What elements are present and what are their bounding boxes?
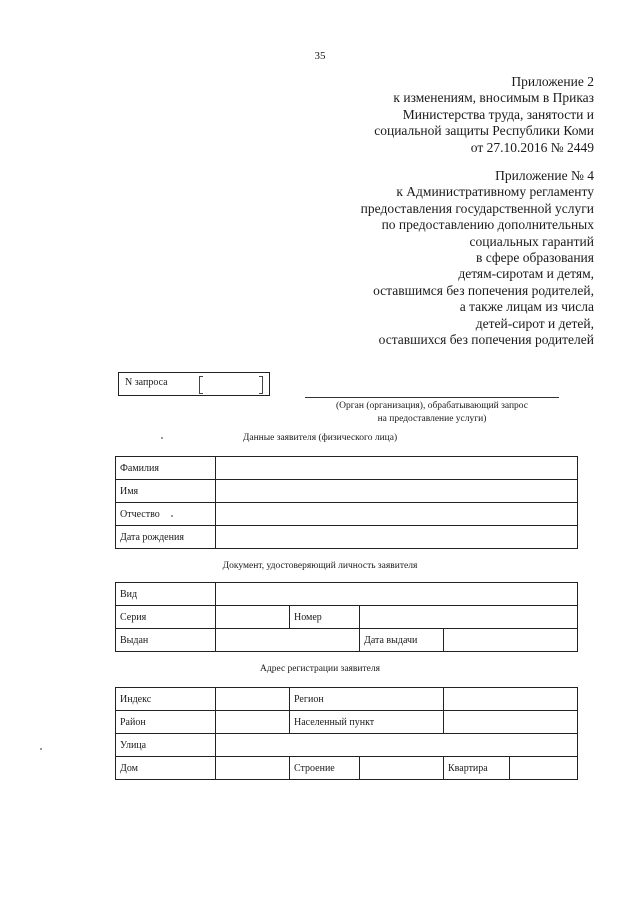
right-bracket-mark (259, 376, 263, 394)
issued-by-field[interactable] (216, 629, 360, 652)
apartment-label: Квартира (444, 757, 510, 780)
name-field[interactable] (216, 480, 578, 503)
address-section-title: Адрес регистрации заявителя (260, 664, 380, 674)
id-document-section-title: Документ, удостоверяющий личность заявителя (222, 561, 418, 571)
doc-type-label: Вид (116, 583, 216, 606)
doc-type-field[interactable] (216, 583, 578, 606)
id-document-table (115, 582, 578, 652)
annex-2-line: Приложение 2 (511, 74, 594, 89)
name-label: Имя (116, 480, 216, 503)
annex-2-header (374, 74, 594, 156)
applicant-section-title: Данные заявителя (физического лица) (242, 433, 398, 443)
table-row (116, 711, 578, 734)
applicant-table (115, 456, 578, 549)
locality-field[interactable] (444, 711, 578, 734)
issue-date-label: Дата выдачи (360, 629, 444, 652)
organization-caption (300, 400, 564, 425)
street-label: Улица (116, 734, 216, 757)
table-row (116, 480, 578, 503)
birth-date-label: Дата рождения (116, 526, 216, 549)
annex-4-line: в сфере образования (476, 250, 594, 266)
annex-4-line: оставшихся без попечения родителей (378, 332, 594, 348)
table-row (116, 457, 578, 480)
district-label: Район (116, 711, 216, 734)
table-row (116, 606, 578, 629)
table-row (116, 688, 578, 711)
organization-caption-line: (Орган (организация), обрабатывающий запрос (335, 401, 528, 411)
region-field[interactable] (444, 688, 578, 711)
building-field[interactable] (360, 757, 444, 780)
street-field[interactable] (216, 734, 578, 757)
table-row (116, 503, 578, 526)
issued-by-label: Выдан (116, 629, 216, 652)
annex-2-line: Министерства труда, занятости и (402, 106, 594, 122)
annex-4-line: оставшимся без попечения родителей, (373, 282, 594, 298)
series-field[interactable] (216, 606, 290, 629)
birth-date-field[interactable] (216, 526, 578, 549)
table-row (116, 629, 578, 652)
annex-4-line: по предоставлению дополнительных (381, 217, 594, 233)
table-row (116, 734, 578, 757)
issue-date-field[interactable] (444, 629, 578, 652)
building-label: Строение (290, 757, 360, 780)
left-bracket-mark (199, 376, 203, 394)
index-field[interactable] (216, 688, 290, 711)
scan-artifact-dot (40, 748, 42, 750)
organization-signature-line (305, 397, 559, 398)
table-row (116, 583, 578, 606)
locality-label: Населенный пункт (290, 711, 444, 734)
house-field[interactable] (216, 757, 290, 780)
table-row (116, 526, 578, 549)
annex-4-line: Приложение № 4 (495, 168, 594, 183)
request-number-label: N запроса (125, 377, 168, 388)
request-number-box (118, 372, 270, 396)
surname-field[interactable] (216, 457, 578, 480)
series-label: Серия (116, 606, 216, 629)
house-label: Дом (116, 757, 216, 780)
district-field[interactable] (216, 711, 290, 734)
apartment-field[interactable] (510, 757, 578, 780)
index-label: Индекс (116, 688, 216, 711)
annex-4-line: предоставления государственной услуги (360, 200, 594, 216)
annex-2-line: социальной защиты Республики Коми (374, 123, 594, 139)
patronymic-field[interactable] (216, 503, 578, 526)
annex-4-line: а также лицам из числа (459, 299, 594, 315)
annex-4-header (361, 168, 594, 348)
annex-4-line: социальных гарантий (469, 233, 594, 249)
number-field[interactable] (360, 606, 578, 629)
region-label: Регион (290, 688, 444, 711)
organization-caption-line: на предоставление услуги) (377, 413, 487, 424)
annex-2-line: от 27.10.2016 № 2449 (470, 139, 594, 155)
annex-4-line: к Административному регламенту (396, 184, 594, 200)
surname-label: Фамилия (116, 457, 216, 480)
page-number: 35 (314, 50, 326, 62)
annex-4-line: детям-сиротам и детям, (458, 266, 594, 282)
number-label: Номер (290, 606, 360, 629)
annex-4-line: детей-сирот и детей, (475, 315, 594, 331)
patronymic-label: Отчество (116, 503, 216, 526)
table-row (116, 757, 578, 780)
address-table (115, 687, 578, 780)
annex-2-line: к изменениям, вносимым в Приказ (393, 90, 594, 106)
